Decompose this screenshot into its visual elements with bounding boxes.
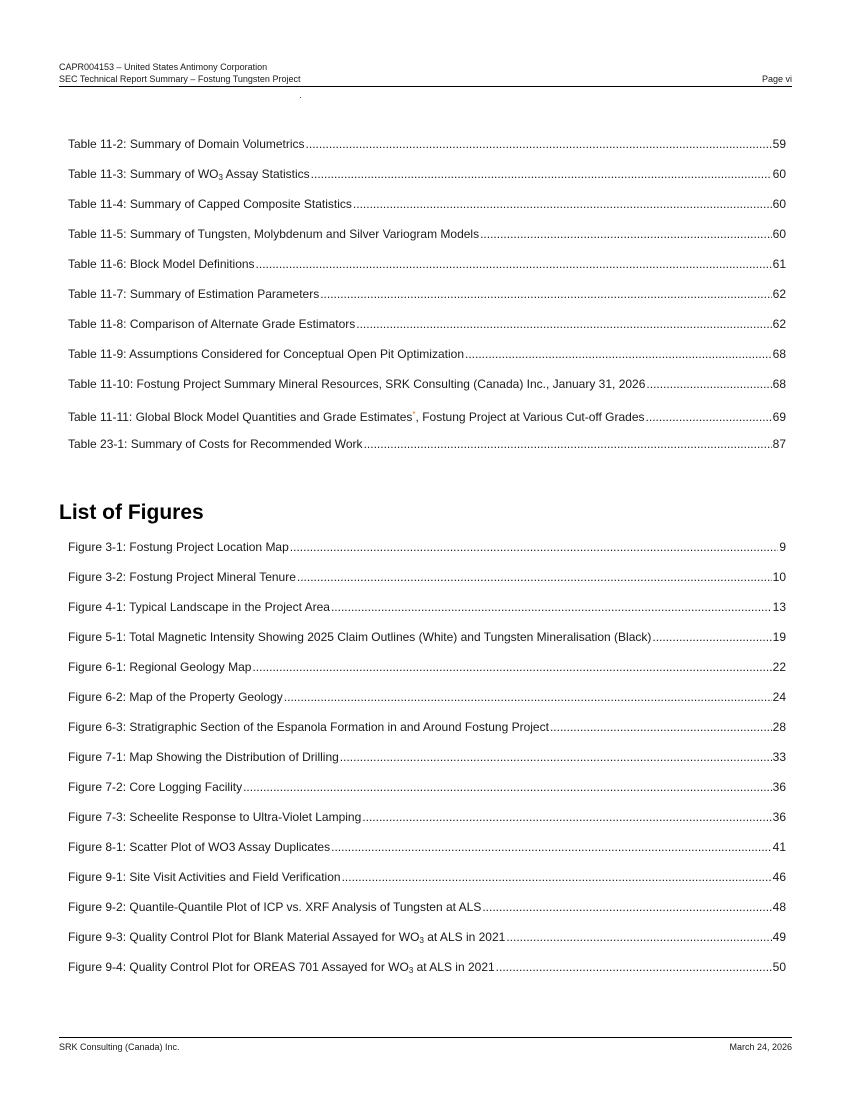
- figure-entry-page: 28: [772, 720, 786, 734]
- figure-entry-title: Figure 4-1: Typical Landscape in the Project Area: [68, 600, 330, 614]
- table-entry-title: Table 11-4: Summary of Capped Composite Statistics: [68, 197, 352, 211]
- figure-entry[interactable]: [68, 630, 786, 645]
- dot-leader: [243, 780, 772, 795]
- table-entry-title: Table 11-6: Block Model Definitions: [68, 257, 255, 271]
- figure-entry-page: 10: [772, 570, 786, 584]
- header-page-number: Page vi: [761, 74, 792, 84]
- figure-entry[interactable]: [68, 540, 786, 555]
- figure-entry-page: 48: [772, 900, 786, 914]
- dot-leader: [362, 810, 771, 825]
- dot-leader: [331, 600, 772, 615]
- table-entry-page: 62: [772, 287, 786, 301]
- table-entry[interactable]: [68, 167, 786, 182]
- table-entry-page: 87: [772, 437, 786, 451]
- figure-entry-page: 41: [772, 840, 786, 854]
- dot-leader: [252, 660, 771, 675]
- figure-entry-title: Figure 3-1: Fostung Project Location Map: [68, 540, 289, 554]
- list-of-figures-heading: List of Figures: [59, 501, 204, 524]
- page-footer: [59, 1041, 792, 1053]
- dot-leader: [320, 287, 771, 302]
- figure-entry[interactable]: [68, 660, 786, 675]
- figure-entry[interactable]: [68, 690, 786, 705]
- dot-leader: [311, 167, 772, 182]
- table-entry-title: Table 23-1: Summary of Costs for Recommended Work: [68, 437, 363, 451]
- figure-entry-page: 33: [772, 750, 786, 764]
- figure-entry-title: Figure 5-1: Total Magnetic Intensity Showing 2025 Claim Outlines (White) and Tungsten Mineralisation (Black): [68, 630, 652, 644]
- figure-entry[interactable]: [68, 810, 786, 825]
- figure-entry-page: 13: [772, 600, 786, 614]
- table-entry-page: 60: [772, 197, 786, 211]
- figure-entry[interactable]: [68, 840, 786, 855]
- figure-entry-title: Figure 9-2: Quantile-Quantile Plot of ICP vs. XRF Analysis of Tungsten at ALS: [68, 900, 482, 914]
- figure-entry-title: Figure 3-2: Fostung Project Mineral Tenure: [68, 570, 296, 584]
- table-entry-page: 59: [772, 137, 786, 151]
- table-entry[interactable]: [68, 317, 786, 332]
- figure-entry-title: Figure 9-3: Quality Control Plot for Blank Material Assayed for $WO_3$ at ALS in 2021: [68, 930, 506, 945]
- table-entry[interactable]: [68, 347, 786, 362]
- table-entry-page: 60: [772, 167, 786, 181]
- figure-entry-title: Figure 7-2: Core Logging Facility: [68, 780, 243, 794]
- header-report-title: SEC Technical Report Summary – Fostung Tungsten Project: [59, 74, 301, 84]
- figure-entry-page: 50: [772, 960, 786, 974]
- figure-entry-title: Figure 6-1: Regional Geology Map: [68, 660, 252, 674]
- figure-entry-page: 9: [779, 540, 786, 554]
- figure-entry[interactable]: [68, 720, 786, 735]
- figure-entry[interactable]: [68, 750, 786, 765]
- figure-entry-page: 36: [772, 780, 786, 794]
- dot-leader: [482, 900, 771, 915]
- dot-leader: [342, 870, 772, 885]
- footer-company: SRK Consulting (Canada) Inc.: [59, 1042, 180, 1052]
- table-entry[interactable]: [68, 437, 786, 452]
- figure-entry-title: Figure 9-1: Site Visit Activities and Field Verification: [68, 870, 341, 884]
- table-entry-page: 68: [772, 347, 786, 361]
- figure-entry[interactable]: [68, 570, 786, 585]
- figure-entry-page: 49: [772, 930, 786, 944]
- dot-leader: [356, 317, 771, 332]
- figure-entry[interactable]: [68, 960, 786, 975]
- table-entry-page: 69: [772, 410, 786, 424]
- table-entry-title: Table 11-8: Comparison of Alternate Grade Estimators: [68, 317, 356, 331]
- footer-date: March 24, 2026: [729, 1042, 792, 1052]
- header-divider: [59, 86, 792, 87]
- table-entry-page: 62: [772, 317, 786, 331]
- dot-leader: [284, 690, 772, 705]
- figure-entry-page: 22: [772, 660, 786, 674]
- table-entry[interactable]: [68, 137, 786, 152]
- figure-entry-page: 46: [772, 870, 786, 884]
- table-entry-title: Table 11-2: Summary of Domain Volumetrics: [68, 137, 305, 151]
- dot-leader: [297, 570, 772, 585]
- dot-leader: [364, 437, 772, 452]
- dot-leader: [331, 840, 772, 855]
- table-entry-page: 61: [772, 257, 786, 271]
- table-entry-title: Table 11-9: Assumptions Considered for Conceptual Open Pit Optimization: [68, 347, 464, 361]
- dot-leader: [256, 257, 772, 272]
- dot-leader: [353, 197, 772, 212]
- figure-entry-title: Figure 7-3: Scheelite Response to Ultra-Violet Lamping: [68, 810, 362, 824]
- table-entry-title: Table 11-11: Global Block Model Quantities and Grade Estimates*, Fostung Project at Various Cut-off Grades: [68, 410, 645, 424]
- footnote-asterisk: *: [412, 410, 416, 419]
- dot-leader: [480, 227, 772, 242]
- figure-entry[interactable]: [68, 780, 786, 795]
- table-entry[interactable]: [68, 287, 786, 302]
- dot-leader: [646, 377, 771, 392]
- dot-leader: [306, 137, 772, 152]
- figure-entry[interactable]: [68, 600, 786, 615]
- table-entry[interactable]: [68, 377, 786, 392]
- table-entry[interactable]: [68, 407, 786, 425]
- figure-entry-page: 24: [772, 690, 786, 704]
- figure-entry-title: Figure 8-1: Scatter Plot of WO3 Assay Duplicates: [68, 840, 331, 854]
- figure-entry[interactable]: [68, 930, 786, 945]
- footer-divider: [59, 1037, 792, 1038]
- table-entry-title: Table 11-3: Summary of $WO_3$ Assay Statistics: [68, 167, 310, 182]
- dot-leader: [496, 960, 772, 975]
- dot-leader: [290, 540, 779, 555]
- figure-entry-title: Figure 6-3: Stratigraphic Section of the Espanola Formation in and Around Fostung Project: [68, 720, 549, 734]
- table-entry-page: 60: [772, 227, 786, 241]
- dot-leader: [646, 410, 772, 425]
- dot-leader: [465, 347, 772, 362]
- figure-entry-title: Figure 6-2: Map of the Property Geology: [68, 690, 283, 704]
- figure-entry[interactable]: [68, 870, 786, 885]
- figure-entry-page: 36: [772, 810, 786, 824]
- dot-leader: [652, 630, 771, 645]
- dot-leader: [506, 930, 771, 945]
- table-entry-title: Table 11-5: Summary of Tungsten, Molybdenum and Silver Variogram Models: [68, 227, 480, 241]
- figure-entry-title: Figure 9-4: Quality Control Plot for OREAS 701 Assayed for $WO_3$ at ALS in 2021: [68, 960, 495, 975]
- dot-leader: [340, 750, 772, 765]
- figure-entry-title: Figure 7-1: Map Showing the Distribution of Drilling: [68, 750, 339, 764]
- table-entry-page: 68: [772, 377, 786, 391]
- figure-entry[interactable]: [68, 900, 786, 915]
- table-entry[interactable]: [68, 227, 786, 242]
- table-entry-title: Table 11-7: Summary of Estimation Parameters: [68, 287, 320, 301]
- header-report-id: CAPR004153 – United States Antimony Corporation: [59, 62, 268, 72]
- table-entry-title: Table 11-10: Fostung Project Summary Mineral Resources, SRK Consulting (Canada) Inc., January 31, 2026: [68, 377, 646, 391]
- dot-leader: [550, 720, 772, 735]
- table-entry[interactable]: [68, 257, 786, 272]
- figure-entry-page: 19: [772, 630, 786, 644]
- table-entry[interactable]: [68, 197, 786, 212]
- stray-dot: [300, 97, 301, 98]
- page-header: [59, 61, 792, 85]
